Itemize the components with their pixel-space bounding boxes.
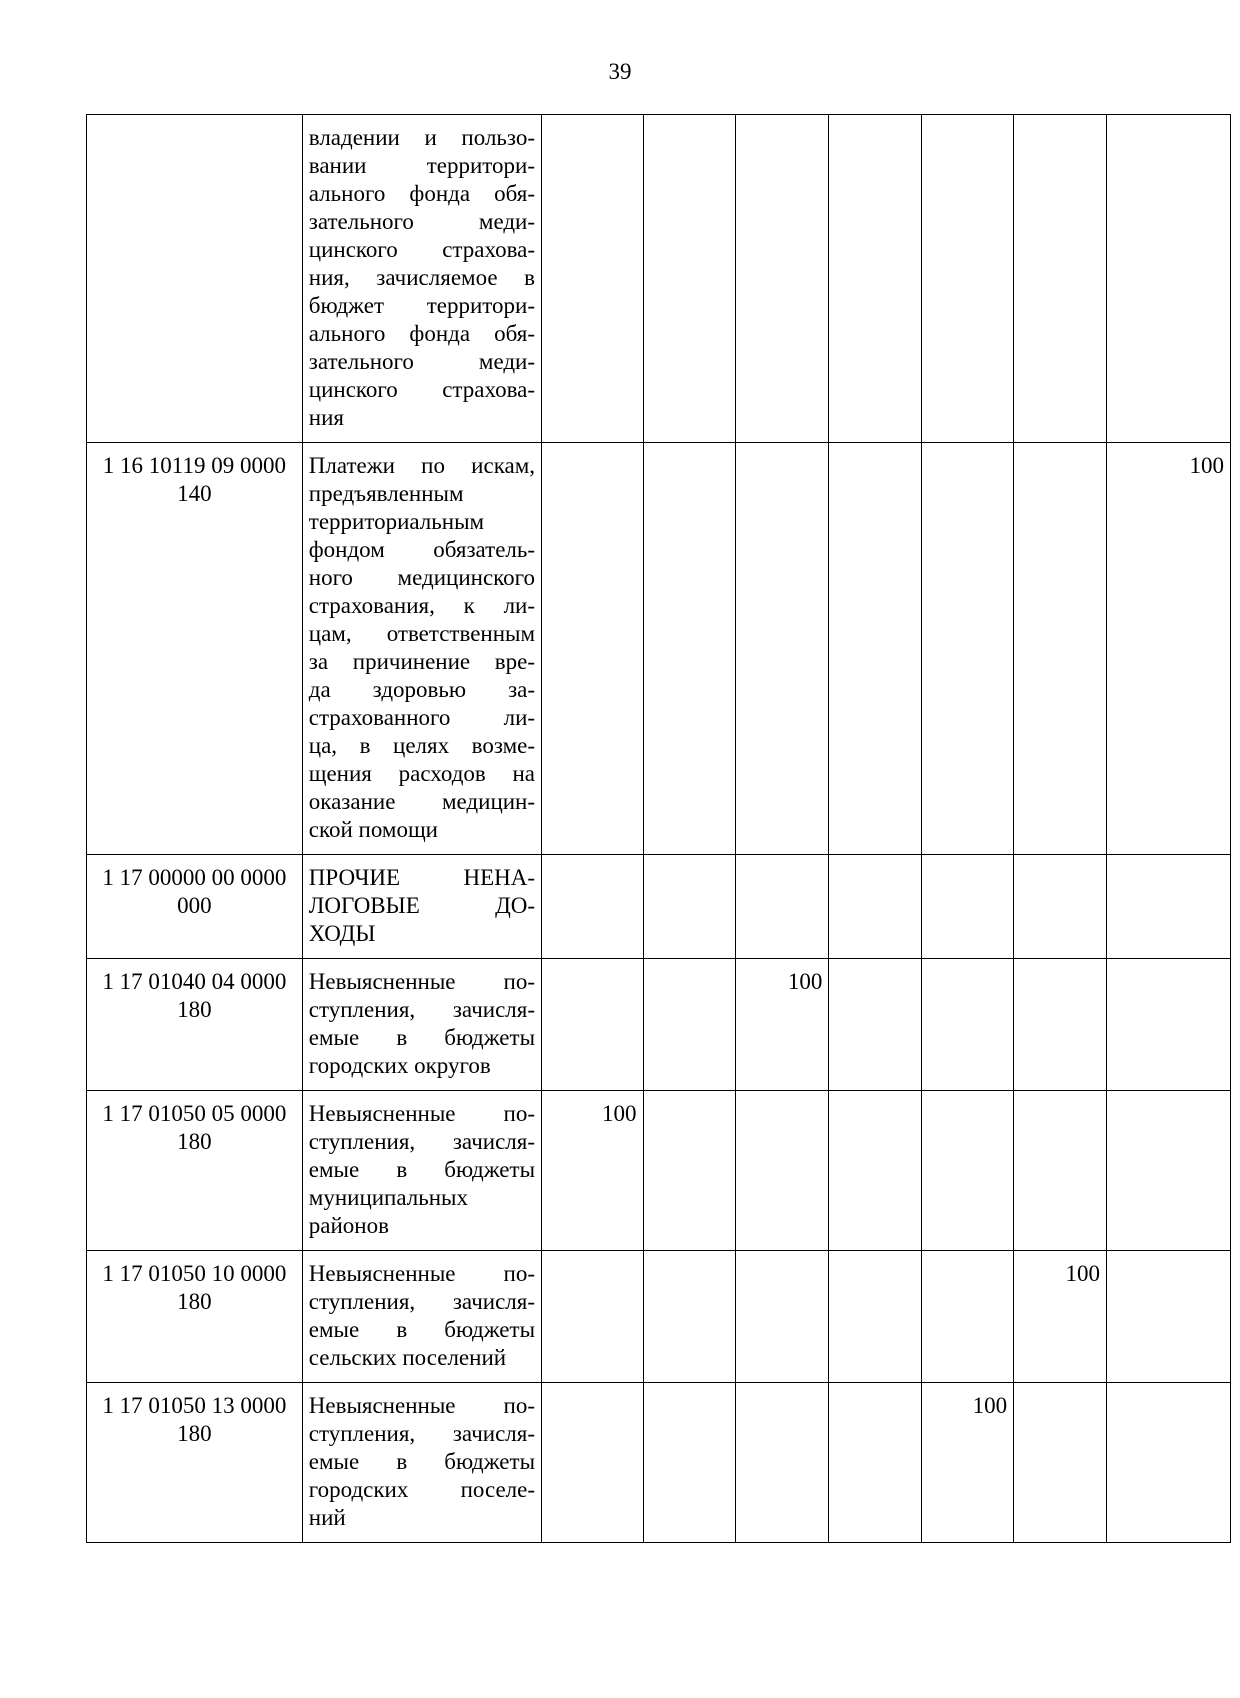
- standard-percent-cell: [643, 1091, 736, 1251]
- revenue-name-line: ступления, зачисля-: [308, 1289, 536, 1314]
- revenue-name-line: предъявленным: [308, 481, 464, 506]
- revenue-name-line: ступления, зачисля-: [308, 997, 536, 1022]
- revenue-name-cell: [302, 1251, 541, 1383]
- revenue-name-line: ЛОГОВЫЕ ДО-: [308, 893, 536, 918]
- standard-percent-cell: [829, 855, 922, 959]
- standard-percent-cell: 100: [1014, 1251, 1107, 1383]
- revenue-name-line: ального фонда обя-: [308, 321, 536, 346]
- standard-percent-cell: [1107, 115, 1231, 443]
- standard-percent-cell: [829, 1251, 922, 1383]
- revenue-name-line: цинского страхова-: [308, 237, 536, 262]
- standard-percent-cell: [736, 1091, 829, 1251]
- revenue-name-cell: [302, 1383, 541, 1543]
- standard-percent-cell: [829, 443, 922, 855]
- revenue-name-line: районов: [308, 1213, 389, 1238]
- standard-percent-cell: [542, 1383, 643, 1543]
- standard-percent-cell: [643, 115, 736, 443]
- standard-percent-cell: 100: [922, 1383, 1014, 1543]
- revenue-name-cell: [302, 959, 541, 1091]
- table-row: [87, 1091, 1231, 1251]
- standard-percent-cell: [643, 1383, 736, 1543]
- revenue-name-line: ца, в целях возме-: [308, 733, 536, 758]
- classification-code-cell: 1 17 01050 13 0000 180: [87, 1383, 303, 1543]
- revenue-name-line: ступления, зачисля-: [308, 1129, 536, 1154]
- revenue-name-cell: [302, 115, 541, 443]
- standard-percent-cell: 100: [542, 1091, 643, 1251]
- standard-percent-cell: [1107, 1383, 1231, 1543]
- standard-percent-cell: [829, 959, 922, 1091]
- standard-percent-cell: [922, 443, 1014, 855]
- revenue-name-line: ступления, зачисля-: [308, 1421, 536, 1446]
- revenue-name-line: ний: [308, 1505, 346, 1530]
- standard-percent-cell: 100: [736, 959, 829, 1091]
- classification-code-cell: 1 17 00000 00 0000 000: [87, 855, 303, 959]
- revenue-name-line: емые в бюджеты: [308, 1025, 536, 1050]
- standard-percent-cell: [1014, 1383, 1107, 1543]
- revenue-name-line: Невыясненные по-: [308, 1101, 536, 1126]
- revenue-name-line: зательного меди-: [308, 349, 536, 374]
- standard-percent-cell: [736, 115, 829, 443]
- revenue-name-line: страхованного ли-: [308, 705, 536, 730]
- table-row: [87, 115, 1231, 443]
- revenue-name-line: емые в бюджеты: [308, 1157, 536, 1182]
- revenue-name-line: емые в бюджеты: [308, 1317, 536, 1342]
- standard-percent-cell: [736, 1251, 829, 1383]
- table-body: [87, 115, 1231, 1543]
- page-number: 39: [608, 59, 632, 84]
- revenue-name-line: ской помощи: [308, 817, 438, 842]
- standard-percent-cell: [1014, 443, 1107, 855]
- revenue-name-cell: [302, 855, 541, 959]
- revenue-name-line: фондом обязатель-: [308, 537, 536, 562]
- table-row: [87, 959, 1231, 1091]
- revenue-name-cell: [302, 1091, 541, 1251]
- standard-percent-cell: [922, 959, 1014, 1091]
- table-row: [87, 855, 1231, 959]
- table-row: [87, 1383, 1231, 1543]
- standard-percent-cell: [829, 1383, 922, 1543]
- revenue-name-line: щения расходов на: [308, 761, 536, 786]
- revenue-name-line: сельских поселений: [308, 1345, 507, 1370]
- revenue-name-line: оказание медицин-: [308, 789, 536, 814]
- standard-percent-cell: [829, 115, 922, 443]
- revenue-name-line: ального фонда обя-: [308, 181, 536, 206]
- standard-percent-cell: [643, 959, 736, 1091]
- standard-percent-cell: [643, 1251, 736, 1383]
- standard-percent-cell: 100: [1107, 443, 1231, 855]
- standard-percent-cell: [736, 1383, 829, 1543]
- standard-percent-cell: [922, 1091, 1014, 1251]
- revenue-name-line: городских округов: [308, 1053, 491, 1078]
- standard-percent-cell: [542, 443, 643, 855]
- standard-percent-cell: [736, 443, 829, 855]
- standard-percent-cell: [922, 1251, 1014, 1383]
- classification-code-cell: 1 16 10119 09 0000 140: [87, 443, 303, 855]
- revenue-name-line: Невыясненные по-: [308, 1393, 536, 1418]
- standard-percent-cell: [736, 855, 829, 959]
- classification-code-cell: 1 17 01040 04 0000 180: [87, 959, 303, 1091]
- standard-percent-cell: [922, 115, 1014, 443]
- classification-code-cell: [87, 115, 303, 443]
- standard-percent-cell: [1014, 959, 1107, 1091]
- revenue-name-line: ния: [308, 405, 344, 430]
- revenue-name-line: ния, зачисляемое в: [308, 265, 536, 290]
- revenue-name-line: ХОДЫ: [308, 921, 376, 946]
- revenue-name-line: Невыясненные по-: [308, 1261, 536, 1286]
- standard-percent-cell: [542, 115, 643, 443]
- revenue-name-line: Невыясненные по-: [308, 969, 536, 994]
- revenue-name-line: емые в бюджеты: [308, 1449, 536, 1474]
- standard-percent-cell: [829, 1091, 922, 1251]
- standard-percent-cell: [643, 443, 736, 855]
- table-row: [87, 1251, 1231, 1383]
- revenue-name-line: муниципальных: [308, 1185, 469, 1210]
- standard-percent-cell: [1014, 115, 1107, 443]
- revenue-name-line: ного медицинского: [308, 565, 536, 590]
- standard-percent-cell: [1107, 959, 1231, 1091]
- revenue-name-line: цам, ответственным: [308, 621, 536, 646]
- standard-percent-cell: [1014, 1091, 1107, 1251]
- revenue-name-line: территориальным: [308, 509, 485, 534]
- revenue-name-line: зательного меди-: [308, 209, 536, 234]
- revenue-name-cell: [302, 443, 541, 855]
- classification-code-cell: 1 17 01050 10 0000 180: [87, 1251, 303, 1383]
- standard-percent-cell: [542, 959, 643, 1091]
- standard-percent-cell: [542, 1251, 643, 1383]
- revenue-name-line: цинского страхова-: [308, 377, 536, 402]
- revenue-name-line: вании территори-: [308, 153, 536, 178]
- revenue-name-line: городских поселе-: [308, 1477, 536, 1502]
- classification-code-cell: 1 17 01050 05 0000 180: [87, 1091, 303, 1251]
- revenue-name-line: Платежи по искам,: [308, 453, 536, 478]
- revenue-name-line: да здоровью за-: [308, 677, 536, 702]
- standard-percent-cell: [1107, 1251, 1231, 1383]
- standard-percent-cell: [643, 855, 736, 959]
- standard-percent-cell: [1107, 855, 1231, 959]
- standard-percent-cell: [922, 855, 1014, 959]
- revenue-name-line: бюджет территори-: [308, 293, 536, 318]
- table-row: [87, 443, 1231, 855]
- standard-percent-cell: [542, 855, 643, 959]
- standard-percent-cell: [1014, 855, 1107, 959]
- revenue-name-line: владении и пользо-: [308, 125, 536, 150]
- revenue-name-line: ПРОЧИЕ НЕНА-: [308, 865, 536, 890]
- standard-percent-cell: [1107, 1091, 1231, 1251]
- revenue-name-line: за причинение вре-: [308, 649, 536, 674]
- revenue-name-line: страхования, к ли-: [308, 593, 536, 618]
- revenue-distribution-table: [86, 114, 1231, 1543]
